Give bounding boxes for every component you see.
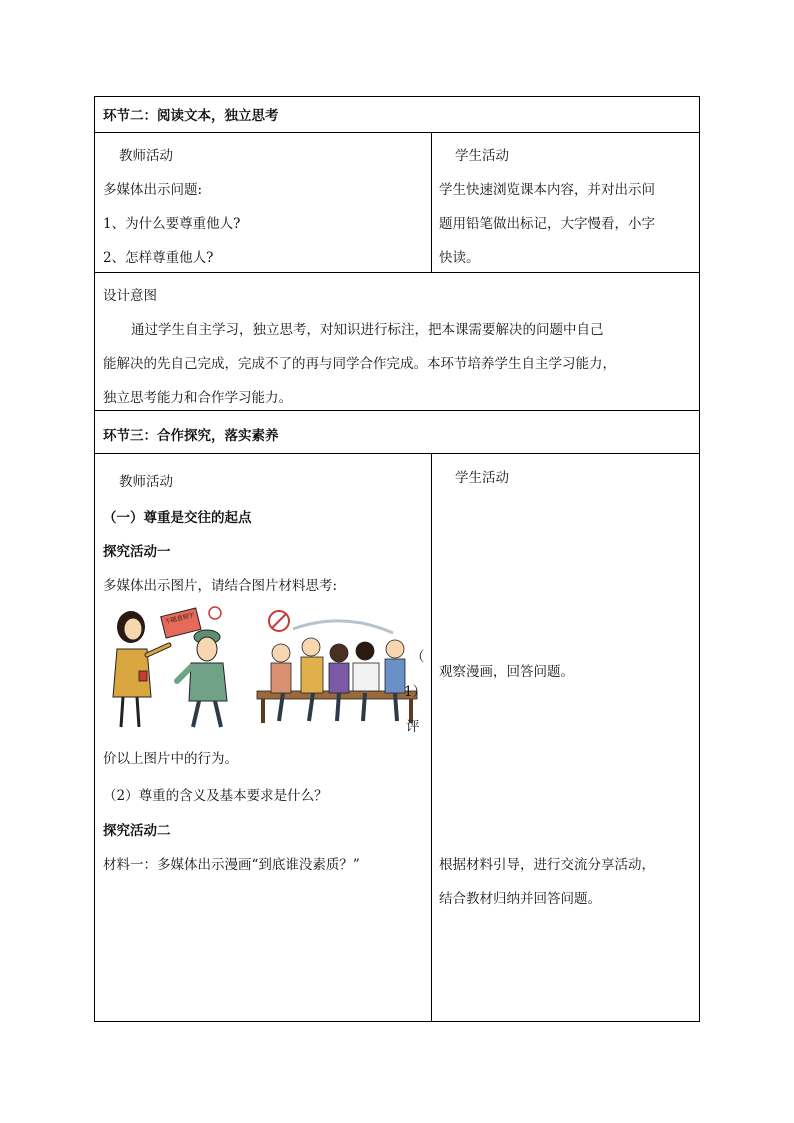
question1-number: 1） [404, 684, 427, 700]
student-line: 题用铅笔做出标记，大字慢看，小字 [439, 216, 655, 232]
design-intent-heading: 设计意图 [103, 288, 157, 304]
student-answer: 结合教材归纳并回答问题。 [439, 891, 601, 907]
cartoon-bench-smoking-illustration [253, 607, 423, 733]
student-answer: 观察漫画，回答问题。 [439, 664, 574, 680]
material1-text: 材料一：多媒体出示漫画“到底谁没素质？” [103, 857, 360, 873]
student-line: 快读。 [439, 250, 480, 266]
teacher-activity-heading: 教师活动 [119, 148, 173, 164]
section2-title: 环节二：阅读文本，独立思考 [103, 108, 279, 124]
column-divider [431, 132, 432, 272]
activity2-title: 探究活动二 [103, 823, 171, 839]
sign-text: 不随意刻字 [164, 611, 196, 626]
student-line: 学生快速浏览课本内容，并对出示问 [439, 182, 655, 198]
design-intent-line: 通过学生自主学习，独立思考，对知识进行标注，把本课需要解决的问题中自己 [131, 322, 604, 338]
student-activity-heading: 学生活动 [455, 148, 509, 164]
part1-title: （一）尊重是交往的起点 [103, 510, 252, 526]
activity1-title: 探究活动一 [103, 544, 171, 560]
question1-char: 评 [406, 719, 420, 735]
design-intent-line: 独立思考能力和合作学习能力。 [103, 390, 292, 406]
student-answer: 根据材料引导，进行交流分享活动， [439, 857, 655, 873]
question1-open-paren: （ [411, 649, 425, 665]
teacher-activity-heading: 教师活动 [119, 474, 173, 490]
column-divider [431, 453, 432, 1021]
section3-title: 环节三：合作探究，落实素养 [103, 428, 279, 444]
row-divider [95, 132, 699, 133]
student-activity-heading: 学生活动 [455, 470, 509, 486]
teacher-line: 2、怎样尊重他人? [103, 250, 214, 266]
design-intent-line: 能解决的先自己完成，完成不了的再与同学合作完成。本环节培养学生自主学习能力， [103, 356, 616, 372]
question2-text: （2）尊重的含义及基本要求是什么？ [103, 788, 328, 804]
row-divider [95, 410, 699, 411]
teacher-line: 多媒体出示问题: [103, 182, 203, 198]
teacher-line: 1、为什么要尊重他人? [103, 216, 241, 232]
activity1-intro: 多媒体出示图片，请结合图片材料思考: [103, 578, 338, 594]
lesson-table [94, 96, 700, 1022]
cartoon-woman-guard-illustration [103, 605, 251, 733]
row-divider [95, 453, 699, 454]
question1-text: 价以上图片中的行为。 [103, 751, 238, 767]
row-divider [95, 272, 699, 273]
